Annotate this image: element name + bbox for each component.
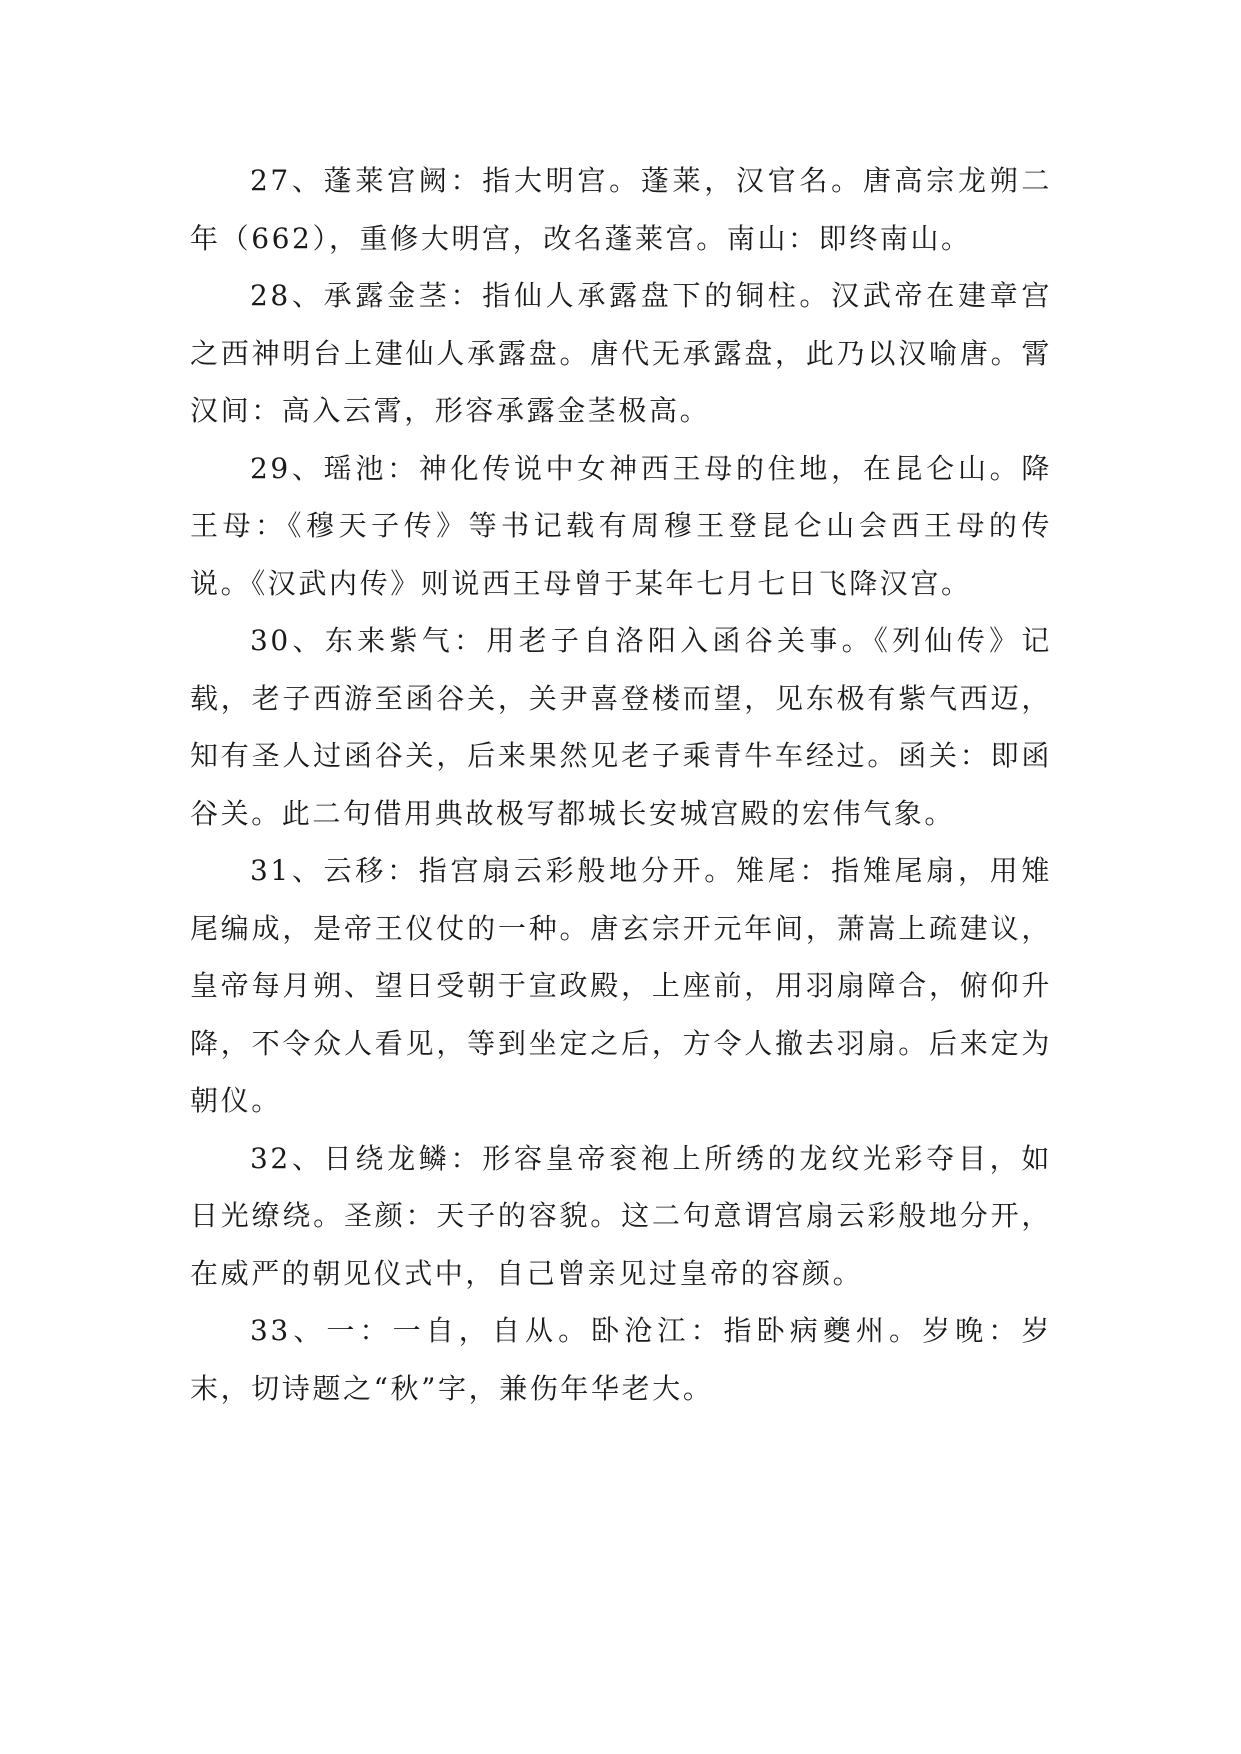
annotation-paragraph-33: 33、一：一自，自从。卧沧江：指卧病夔州。岁晚：岁末，切诗题之“秋”字，兼伤年华老大。 bbox=[190, 1314, 1052, 1405]
annotation-paragraph-28: 28、承露金茎：指仙人承露盘下的铜柱。汉武帝在建章宫之西神明台上建仙人承露盘。唐代无承露盘，此乃以汉喻唐。霄汉间：高入云霄，形容承露金茎极高。 bbox=[190, 279, 1052, 427]
document-page bbox=[190, 152, 1052, 1417]
annotation-paragraph-31: 31、云移：指宫扇云彩般地分开。雉尾：指雉尾扇，用雉尾编成，是帝王仪仗的一种。唐玄宗开元年间，萧嵩上疏建议，皇帝每月朔、望日受朝于宣政殿，上座前，用羽扇障合，俯仰升降，不令众人看见，等到坐定之后，方令人撤去羽扇。后来定为朝仪。 bbox=[190, 854, 1052, 1117]
annotation-paragraph-29: 29、瑶池：神化传说中女神西王母的住地，在昆仑山。降王母：《穆天子传》等书记载有周穆王登昆仑山会西王母的传说。《汉武内传》则说西王母曾于某年七月七日飞降汉宫。 bbox=[190, 451, 1052, 600]
annotation-paragraph-27: 27、蓬莱宫阙：指大明宫。蓬莱，汉官名。唐高宗龙朔二年（662），重修大明宫，改名蓬莱宫。南山：即终南山。 bbox=[190, 164, 1052, 255]
annotation-paragraph-30: 30、东来紫气：用老子自洛阳入函谷关事。《列仙传》记载，老子西游至函谷关，关尹喜登楼而望，见东极有紫气西迈，知有圣人过函谷关，后来果然见老子乘青牛车经过。函关：即函谷关。此二句借用典故极写都城长安城宫殿的宏伟气象。 bbox=[190, 624, 1052, 830]
annotation-paragraph-32: 32、日绕龙鳞：形容皇帝衮袍上所绣的龙纹光彩夺目，如日光缭绕。圣颜：天子的容貌。这二句意谓宫扇云彩般地分开，在威严的朝见仪式中，自己曾亲见过皇帝的容颜。 bbox=[190, 1141, 1052, 1290]
